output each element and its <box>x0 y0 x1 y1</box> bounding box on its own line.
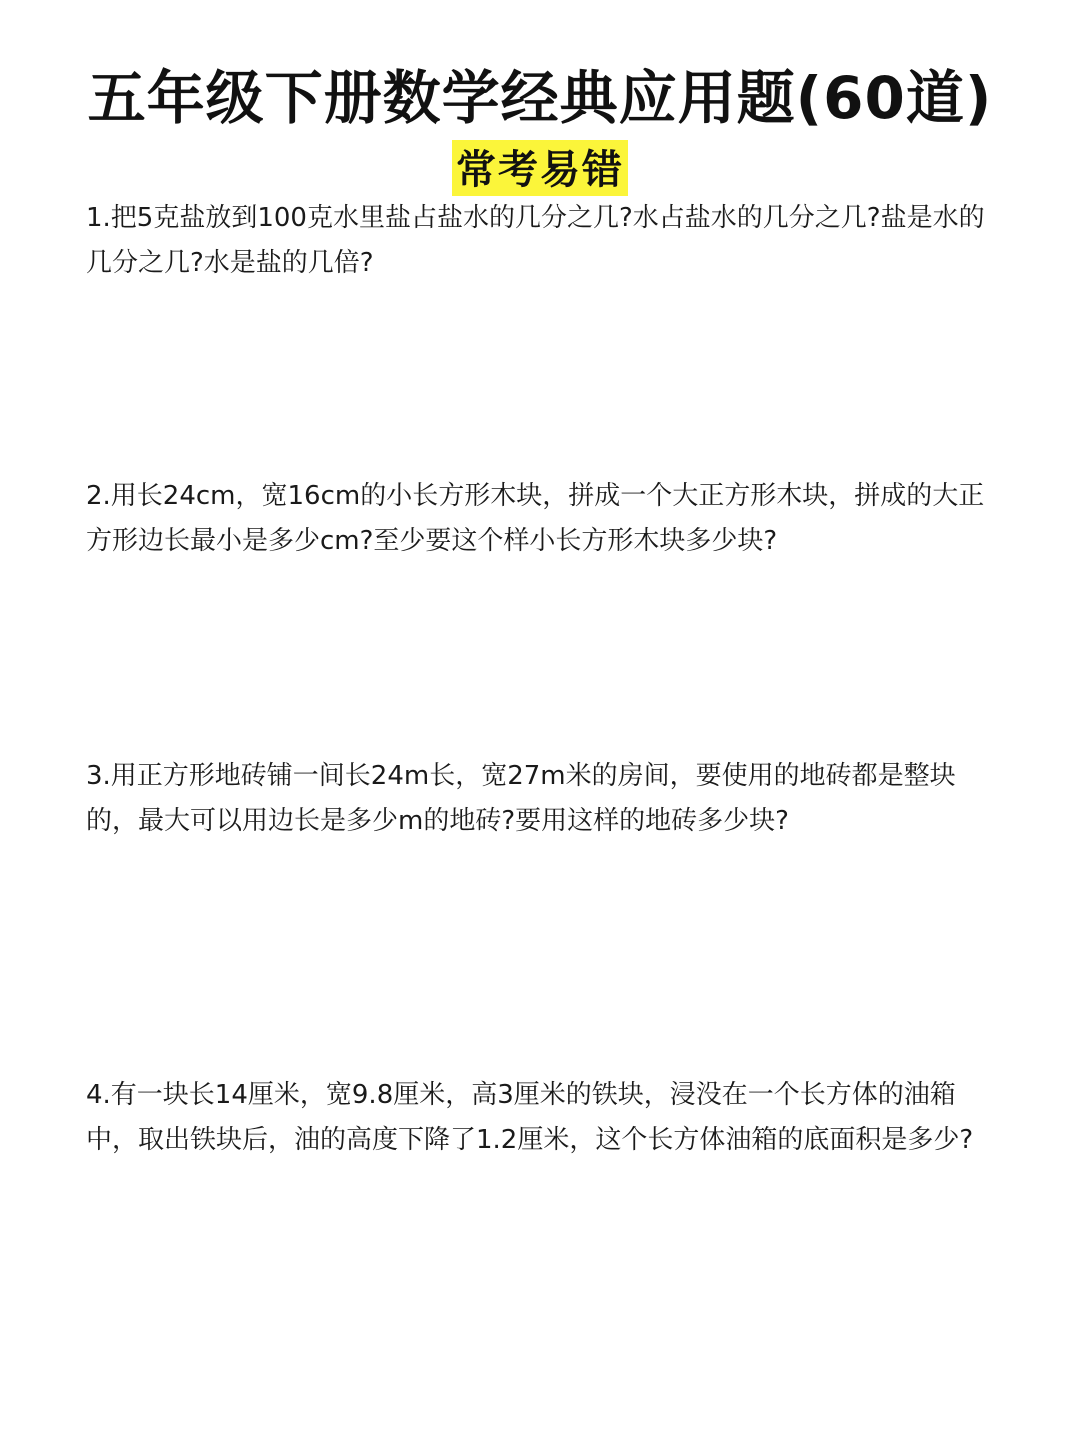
subtitle-highlight: 常考易错 <box>452 140 628 196</box>
page-title: 五年级下册数学经典应用题(60道) <box>87 64 993 132</box>
question-3: 3.用正方形地砖铺一间长24m长，宽27m米的房间，要使用的地砖都是整块的，最大可以用边长是多少m的地砖?要用这样的地砖多少块? <box>86 761 956 836</box>
question-4: 4.有一块长14厘米，宽9.8厘米，高3厘米的铁块，浸没在一个长方体的油箱中，取出铁块后，油的高度下降了1.2厘米，这个长方体油箱的底面积是多少? <box>86 1080 974 1155</box>
question-1: 1.把5克盐放到100克水里盐占盐水的几分之几?水占盐水的几分之几?盐是水的几分之几?水是盐的几倍? <box>86 203 985 278</box>
subtitle-container <box>0 140 1080 196</box>
question-2: 2.用长24cm，宽16cm的小长方形木块，拼成一个大正方形木块，拼成的大正方形边长最小是多少cm?至少要这个样小长方形木块多少块? <box>86 481 985 556</box>
